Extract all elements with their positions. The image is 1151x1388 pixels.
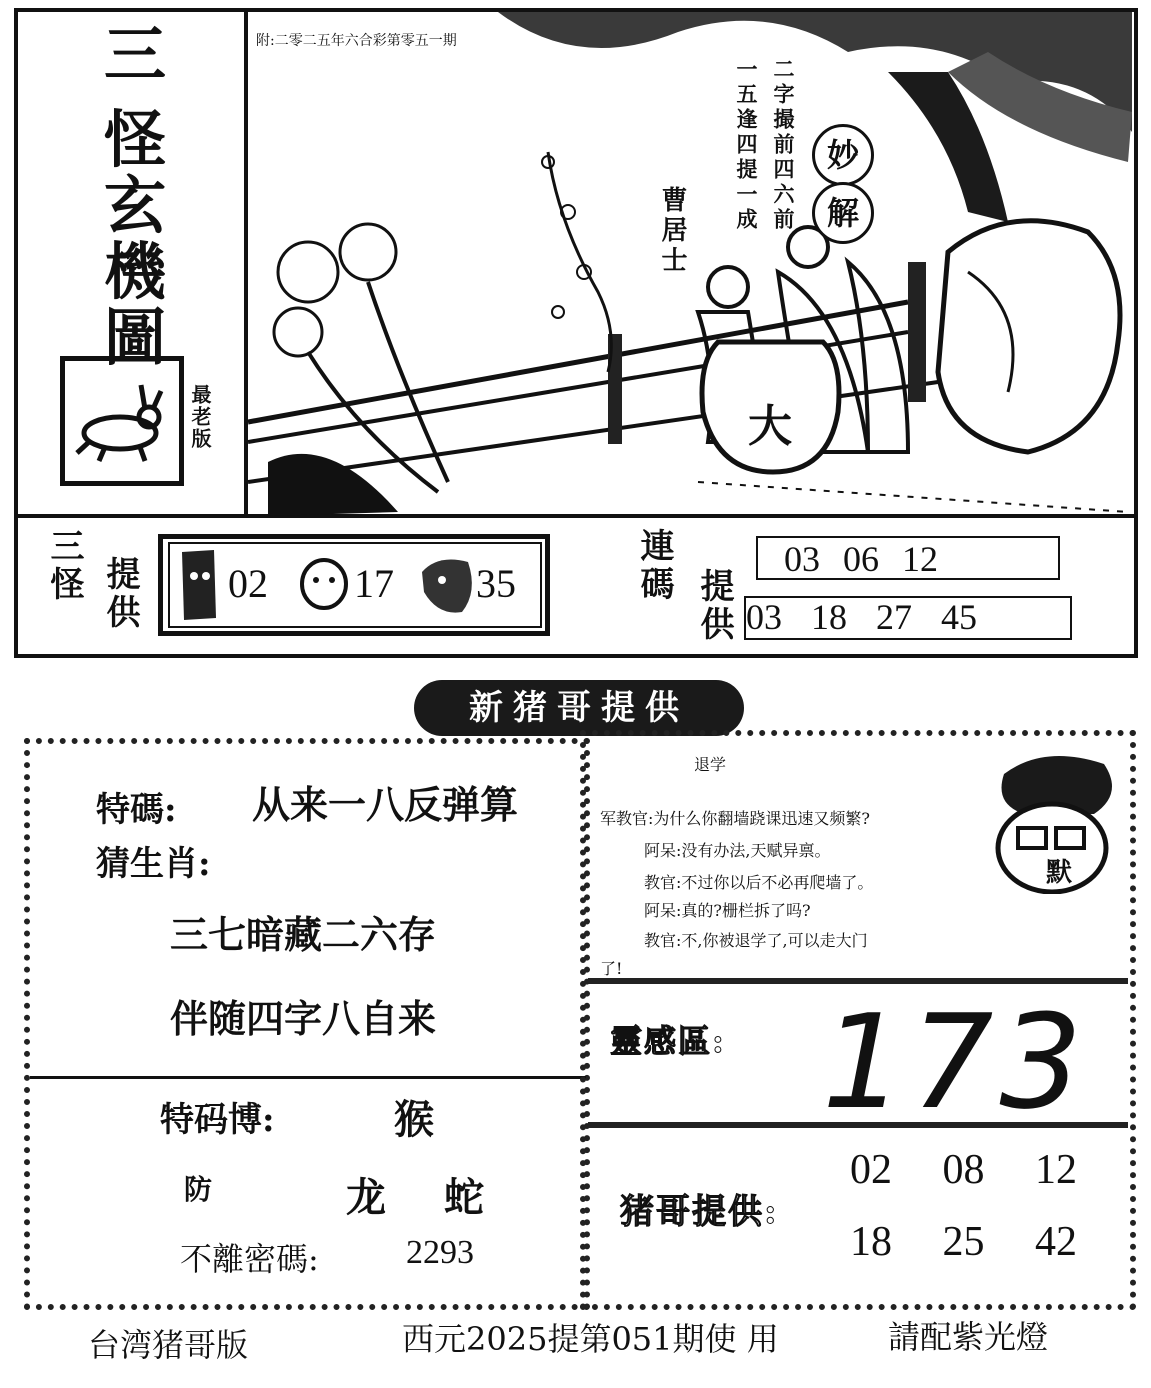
left-divider <box>30 1076 586 1079</box>
monster-face-icon-1 <box>176 548 220 622</box>
lianma-row1 <box>784 538 938 580</box>
zhuge-label: 猪哥提供: <box>620 1192 779 1232</box>
lianma-row1-num-3: 12 <box>902 539 938 579</box>
footer-left: 台湾猪哥版 <box>88 1326 249 1364</box>
fang-value-1: 龙 <box>346 1174 386 1221</box>
lianma-row2-num-4: 45 <box>941 597 977 637</box>
joke-line-4: 阿呆:真的?栅栏拆了吗? <box>644 901 811 920</box>
zhuge-row2-num-1: 18 <box>850 1219 892 1265</box>
zhuge-row1-num-3: 12 <box>1035 1147 1077 1193</box>
sanguai-label-right: 提供 <box>100 556 140 632</box>
poem-line-a: 三七暗藏二六存 <box>170 912 437 957</box>
zhuge-row1-num-2: 08 <box>942 1147 985 1193</box>
title-char-5: 圖 <box>103 301 166 374</box>
footer-center: 西元2025提第051期使 用 <box>402 1320 779 1358</box>
secret-value: 2293 <box>406 1234 474 1271</box>
miao-badge: 妙 <box>812 124 874 186</box>
joke-line-3: 教官:不过你以后不必再爬墙了。 <box>644 873 874 892</box>
poem-line-1: 二字撮前四六前 <box>771 58 796 233</box>
footer-right: 請配紫光燈 <box>888 1318 1049 1356</box>
lianma-row2-num-2: 18 <box>811 597 847 637</box>
lianma-row2-num-1: 03 <box>746 597 782 637</box>
joke-line-5: 教官:不,你被退学了,可以走大门 <box>644 931 868 950</box>
title-column <box>60 18 210 374</box>
title-char-3: 玄 <box>103 169 166 242</box>
fang-value-2: 蛇 <box>444 1174 484 1221</box>
lianma-row1-num-1: 03 <box>784 539 820 579</box>
guess-label: 猜生肖: <box>96 844 211 884</box>
tema-value: 从来一八反弹算 <box>252 782 519 827</box>
joke-title: 退学 <box>694 755 727 774</box>
header-note: 附:二零二五年六合彩第零五一期 <box>256 30 457 50</box>
banner: 新猪哥提供 <box>414 680 744 736</box>
fang-label: 防 <box>184 1173 213 1206</box>
zhuge-row2 <box>850 1218 1077 1266</box>
joke-line-6: 了! <box>600 959 623 978</box>
tema-label: 特碼: <box>96 790 177 830</box>
tema-bo-value: 猴 <box>394 1096 434 1143</box>
rabbit-stamp <box>60 356 184 486</box>
joke-line-2: 阿呆:没有办法,天赋异禀。 <box>644 841 831 860</box>
lianma-row2-num-3: 27 <box>876 597 912 637</box>
title-char-2: 怪 <box>103 103 166 176</box>
title-char-4: 機 <box>103 235 166 308</box>
secret-label: 不離密碼: <box>180 1240 319 1278</box>
jie-badge: 解 <box>812 182 874 244</box>
jar-label: 大 <box>748 401 792 452</box>
monster-face-icon-3 <box>418 552 478 616</box>
rabbit-icon <box>65 361 179 481</box>
poem-line-b: 伴随四字八自来 <box>170 996 437 1041</box>
face-label: 默 <box>1046 858 1073 888</box>
zhuge-row1-num-1: 02 <box>850 1147 892 1193</box>
lianma-label-right: 提供 <box>694 568 734 644</box>
zhuge-row1 <box>850 1146 1077 1194</box>
title-char-1: 三 <box>103 18 166 91</box>
sanguai-number-1: 02 <box>228 561 268 606</box>
author-label: 曹居士 <box>657 186 687 276</box>
zhuge-row2-num-3: 42 <box>1035 1219 1077 1265</box>
lianma-row1-num-2: 06 <box>843 539 879 579</box>
lianma-row2 <box>746 596 977 638</box>
lingan-value: 173 <box>822 986 1089 1138</box>
lianma-label-left: 連碼 <box>634 528 674 604</box>
monster-face-icon-2 <box>298 556 350 612</box>
zhuge-row2-num-2: 25 <box>942 1219 985 1265</box>
joke-line-1: 军教官:为什么你翻墙跷课迅速又频繁? <box>600 809 870 828</box>
poem-line-2: 一五逢四提一成 <box>734 58 759 233</box>
sanguai-label-left: 三怪 <box>44 528 84 604</box>
tema-bo-label: 特码博: <box>160 1100 275 1140</box>
lingan-label: 靈感區: <box>610 1022 726 1060</box>
sanguai-number-3: 35 <box>476 561 516 606</box>
edition-label: 最老版 <box>188 384 212 450</box>
joke-bottom-divider <box>588 978 1128 984</box>
sanguai-number-2: 17 <box>354 561 394 606</box>
